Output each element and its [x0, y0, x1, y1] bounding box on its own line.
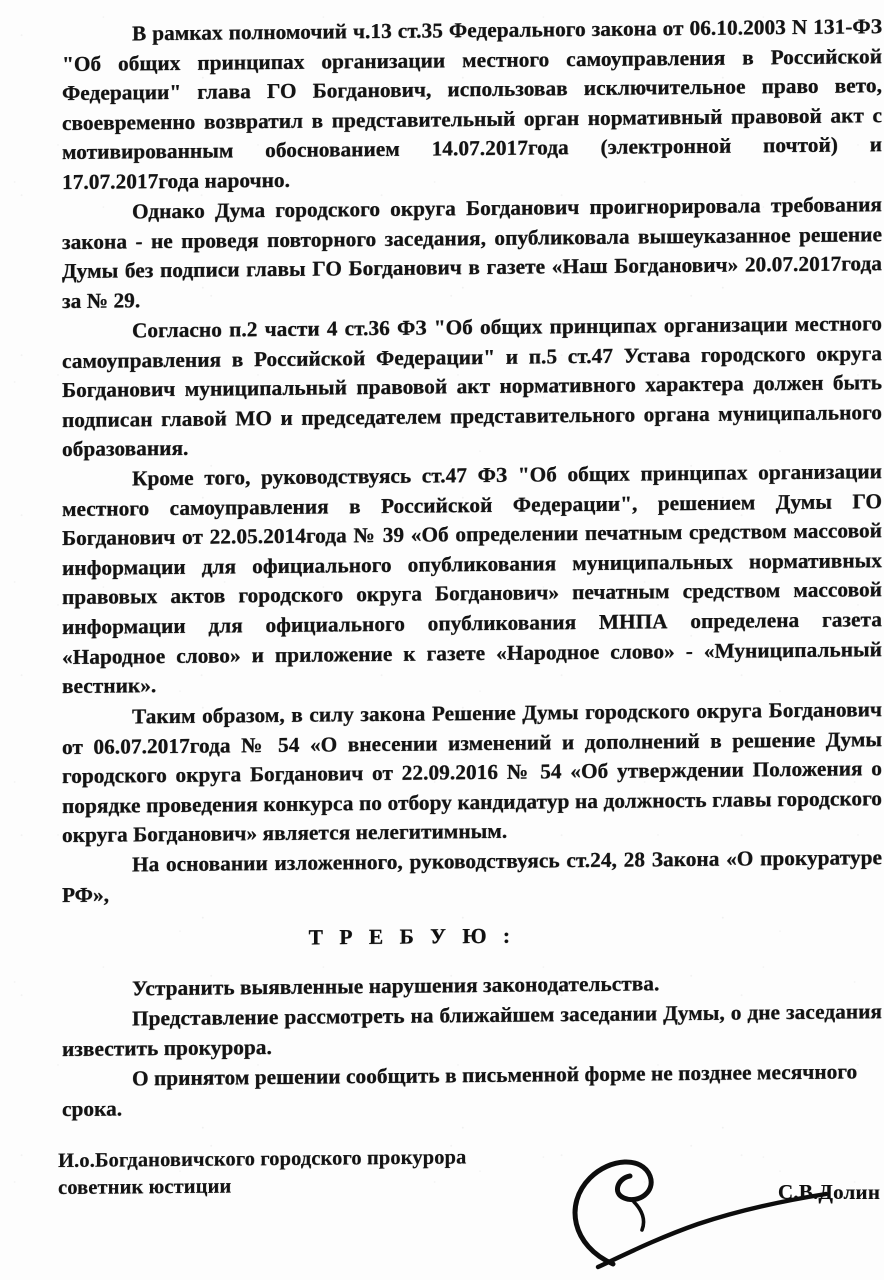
paragraph-duma-ignored-law: Однако Дума городского округа Богданович проигнорировала требования закона - не проведя повторного заседания, опубликовала вышеуказанное решение Думы без подписи главы ГО Богданович в газете «Наш Богданович» 20.07.2017года за № 29.	[62, 192, 882, 313]
paragraph-legal-basis: На основании изложенного, руководствуясь ст.24, 28 Закона «О прокуратуре РФ»,	[62, 845, 882, 907]
paragraph-signing-requirement: Согласно п.2 части 4 ст.36 ФЗ "Об общих принципах организации местного самоуправления в Российской Федерации" и п.5 ст.47 Устава городского округа Богданович муниципальный правовой акт нормативного характера должен быть подписан главой МО и председателем представительного органа муниципального образования.	[62, 311, 882, 462]
paragraph-vote-veto: В рамках полномочий ч.13 ст.35 Федерального закона от 06.10.2003 N 131-ФЗ "Об общих принципах организации местного самоуправления в Российской Федерации" глава ГО Богданович, использовав исключительное право вето, своевременно возвратил в представительный орган нормативный правовой акт с мотивированным обоснованием 14.07.2017года (электронной почтой) и 17.07.2017года нарочно.	[62, 14, 882, 194]
demand-item: Устранить выявленные нарушения законодательства.	[132, 971, 660, 1001]
demand-item: Представление рассмотреть на ближайшем заседании Думы, о дне заседания известить прокурора.	[62, 999, 882, 1061]
signatory-name: С.В.Долин	[777, 1180, 880, 1204]
signatory-role-line-1: И.о.Богдановичского городского прокурора	[58, 1146, 467, 1172]
signature-block	[58, 1148, 884, 1278]
demand-item: О принятом решении сообщить в письменной форме не позднее месячного срока.	[62, 1059, 858, 1121]
paragraph-decision-illegitimate: Таким образом, в силу закона Решение Думы городского округа Богданович от 06.07.2017года № 54 «О внесении изменений и дополнений в решение Думы городского округа Богданович от 22.09.2016 № 54 «Об утверждении Положения о порядке проведения конкурса по отбору кандидатур на должность главы городского округа Богданович» является нелегитимным.	[62, 696, 882, 848]
demand-heading: Т Р Е Б У Ю :	[308, 923, 516, 950]
document-body	[62, 14, 882, 1125]
signatory-role-line-2: советник юстиции	[58, 1175, 232, 1199]
paragraph-official-publication-source: Кроме того, руководствуясь ст.47 ФЗ "Об общих принципах организации местного самоуправления в Российской Федерации", решением Думы ГО Богданович от 22.05.2014года № 39 «Об определении печатным средством массовой информации для официального опубликования муниципальных нормативных правовых актов городского округа Богданович» печатным средством массовой информации для официального опубликования МНПА определена газета «Народное слово» и приложение к газете «Народное слово» - «Муниципальный вестник».	[62, 459, 882, 699]
demands-list	[62, 971, 882, 1124]
